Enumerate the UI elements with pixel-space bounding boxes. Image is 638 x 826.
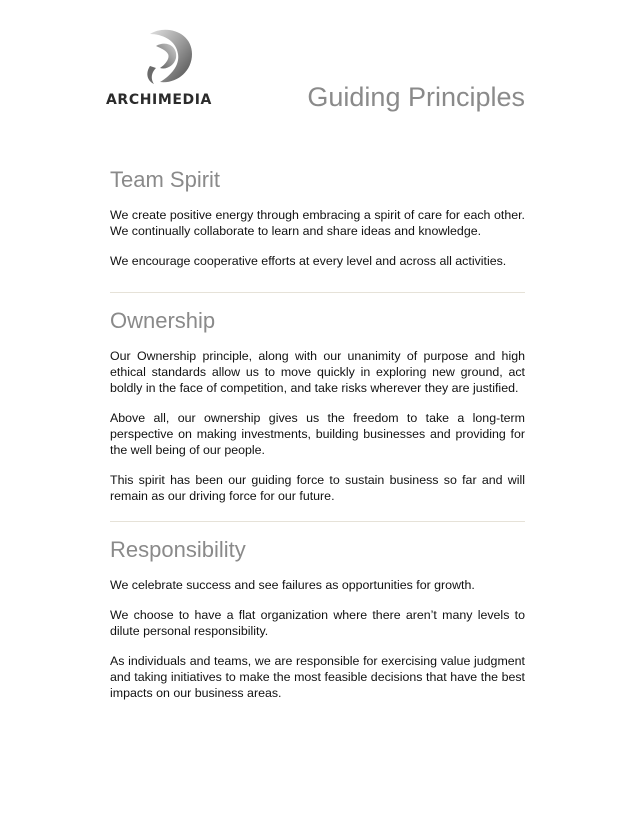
section-ownership (110, 308, 525, 518)
logo-wordmark: ARCHIMEDIA (106, 92, 212, 108)
paragraph: We encourage cooperative efforts at every level and across all activities. (110, 254, 507, 268)
section-responsibility (110, 537, 525, 715)
paragraph: We celebrate success and see failures as opportunities for growth. (110, 578, 475, 592)
section-title: Ownership (110, 308, 216, 333)
section-title: Responsibility (110, 537, 246, 562)
paragraph: Our Ownership principle, along with our unanimity of purpose and high ethical standards allow us to move quickly in exploring new ground, act boldly in the face of competition, and take risks wherever they are justified. (110, 349, 525, 395)
company-logo (106, 26, 226, 114)
archimedia-logo-mark-icon (136, 26, 196, 88)
paragraph: We choose to have a flat organization where there aren’t many levels to dilute personal responsibility. (110, 608, 525, 638)
paragraph: We create positive energy through embracing a spirit of care for each other. We continually collaborate to learn and share ideas and knowledge. (110, 208, 525, 238)
section-title: Team Spirit (110, 167, 221, 192)
page-title: Guiding Principles (307, 82, 525, 112)
section-divider (110, 521, 525, 522)
paragraph: As individuals and teams, we are responsible for exercising value judgment and taking initiatives to make the most feasible decisions that have the best impacts on our business areas. (110, 654, 525, 700)
section-team-spirit (110, 167, 525, 283)
paragraph: This spirit has been our guiding force to sustain business so far and will remain as our driving force for our future. (110, 473, 525, 503)
section-divider (110, 292, 525, 293)
page-header (0, 0, 638, 130)
paragraph: Above all, our ownership gives us the freedom to take a long-term perspective on making investments, building businesses and providing for the well being of our people. (110, 411, 525, 457)
